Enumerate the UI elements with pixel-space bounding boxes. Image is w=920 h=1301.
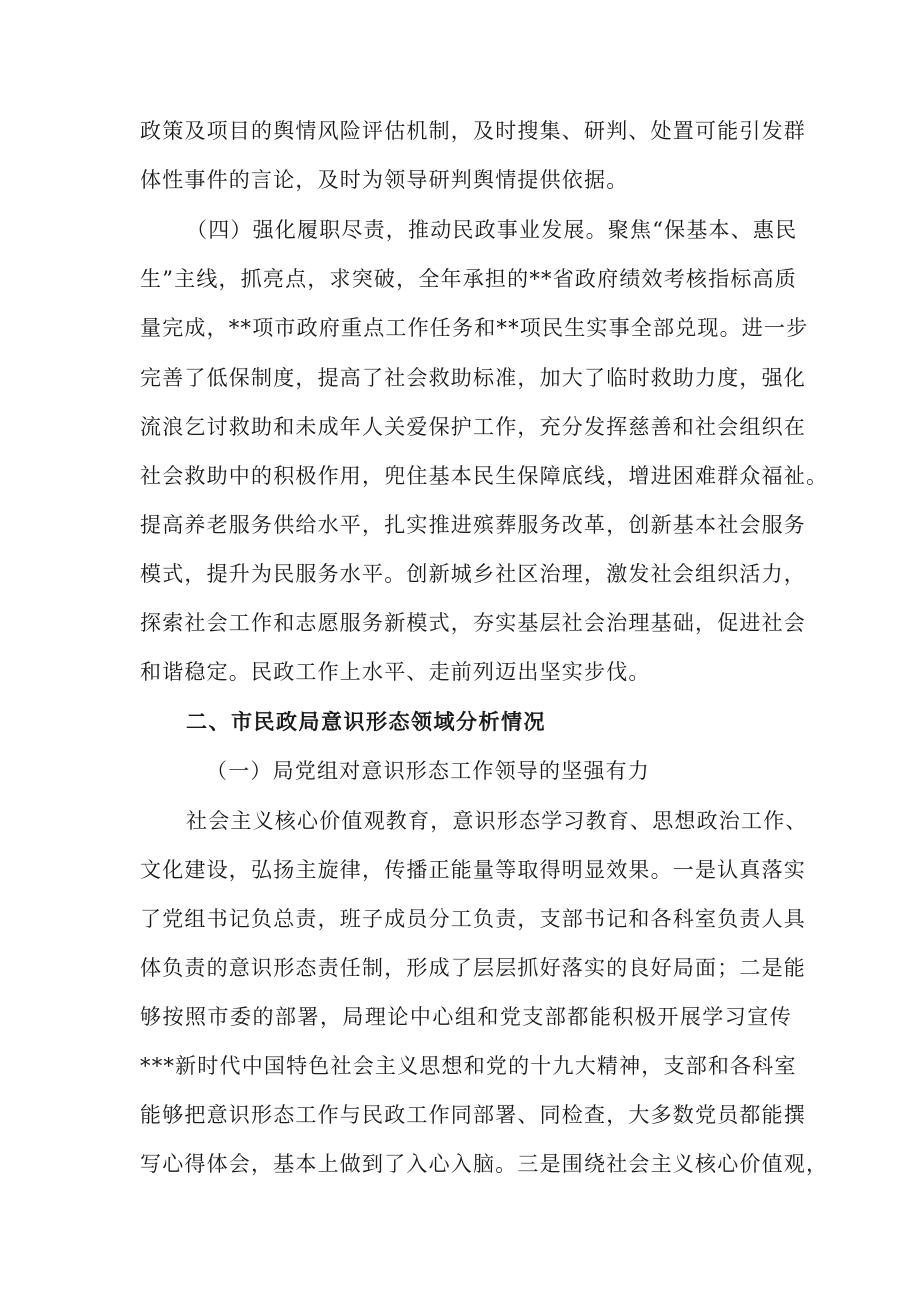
body-line: 文化建设，弘扬主旋律，传播正能量等取得明显效果。一是认真落实 [140, 858, 806, 882]
body-line: 完善了低保制度，提高了社会救助标准，加大了临时救助力度，强化 [140, 366, 806, 390]
body-line: 量完成，**项市政府重点工作任务和**项民生实事全部兑现。进一步 [140, 316, 809, 340]
body-line: 体性事件的言论，及时为领导研判舆情提供依据。 [140, 168, 629, 192]
body-line: 社会救助中的积极作用，兜住基本民生保障底线，增进困难群众福祉。 [140, 464, 829, 488]
section-subheading: （一）局党组对意识形态工作领导的坚强有力 [206, 759, 650, 783]
body-line: 和谐稳定。民政工作上水平、走前列迈出坚实步伐。 [140, 660, 651, 684]
body-line: 写心得体会，基本上做到了入心入脑。三是围绕社会主义核心价值观， [140, 1152, 829, 1176]
body-line: 探索社会工作和志愿服务新模式，夯实基层社会治理基础，促进社会 [140, 611, 806, 635]
section-subheading: （四）强化履职尽责，推动民政事业发展。聚焦“保基本、惠民 [186, 218, 798, 242]
body-line: 流浪乞讨救助和未成年人关爱保护工作，充分发挥慈善和社会组织在 [140, 415, 806, 439]
body-line: 社会主义核心价值观教育，意识形态学习教育、思想政治工作、 [186, 809, 808, 833]
body-line: 够按照市委的部署，局理论中心组和党支部都能积极开展学习宣传 [140, 1005, 792, 1029]
body-line: 体负责的意识形态责任制，形成了层层抓好落实的良好局面；二是能 [140, 956, 806, 980]
body-line: 了党组书记负总责，班子成员分工负责，支部书记和各科室负责人具 [140, 907, 806, 931]
section-heading: 二、市民政局意识形态领域分析情况 [186, 710, 546, 734]
body-line: 提高养老服务供给水平，扎实推进殡葬服务改革，创新基本社会服务 [140, 513, 806, 537]
body-line: 能够把意识形态工作与民政工作同部署、同检查，大多数党员都能撰 [140, 1103, 806, 1127]
body-line: 模式，提升为民服务水平。创新城乡社区治理，激发社会组织活力， [140, 562, 806, 586]
body-line: 政策及项目的舆情风险评估机制，及时搜集、研判、处置可能引发群 [140, 119, 806, 143]
body-line: ***新时代中国特色社会主义思想和党的十九大精神，支部和各科室 [140, 1054, 797, 1078]
body-line: 生”主线，抓亮点，求突破，全年承担的**省政府绩效考核指标高质 [140, 267, 797, 291]
